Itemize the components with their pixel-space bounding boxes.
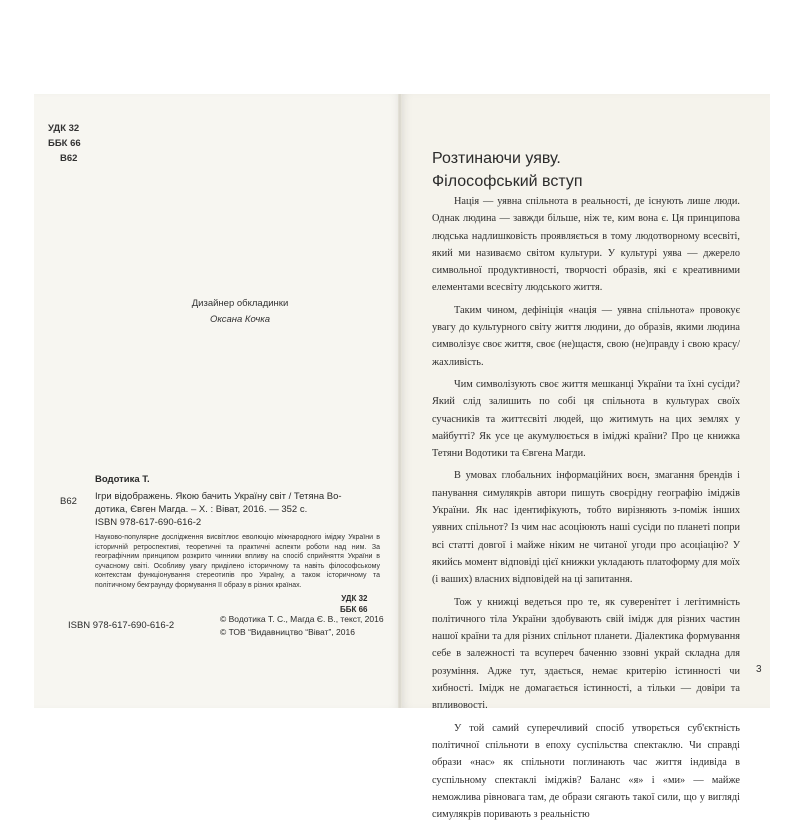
catalog-line-1: Ігри відображень. Якою бачить Україну світ / Тетяна Во- (95, 491, 342, 502)
author-mark: В62 (60, 153, 78, 164)
udk-bottom-code: УДК 32 (341, 594, 368, 603)
paragraph: В умовах глобальних інформаційних воєн, змагання брендів і панування симулякрів автори пишуть своєрідну географію іміджів України. Як нас ідентифікують, тобто вирізняють з-поміж інших уявних спільнот? Із чим нас асоціюють наші сусіди по планеті попри всі статті довгої і майже ніким не читаної угоди про асоціацію? У якийсь момент відповіді цієї книжки укладають платоформу для моїх (і ваших) власних відповідей на ці запитання. (432, 470, 740, 586)
catalog-author: Водотика Т. (95, 474, 150, 485)
bbk-bottom-code: ББК 66 (340, 605, 368, 614)
chapter-title (432, 147, 583, 193)
annotation: Науково-популярне дослідження висвітлює еволюцію міжнародного іміджу України в історичній ретроспективі, теоретичні та практичні аспекти роботи над ним. За географічним принципом розкрито чинники впливу на спосіб сприйняття України в сучасному світі. Особливу увагу приділено історичному та навіть філософському контекстам функціонування стереотипів про Україну, а також історичному та політичному бекграунду формування її образу в різних країнах. (95, 534, 380, 589)
designer-name: Оксана Кочка (209, 314, 271, 325)
paragraph: Тож у книжці ведеться про те, як суверенітет і легітимність політичного тіла України здобувають свій імідж для різних частин нашої країни та для різних спільнот планети. Діалектика формування себе в залежності та всупереч баченню ззовні украй складна для розуміння. Адже тут, здається, немає критерію істинності чи хибності. Імідж не домагається істинності, а тільки — довіри та впливовості. (432, 596, 740, 712)
book-gutter (398, 94, 402, 708)
chapter-body (432, 193, 740, 828)
paragraph: У той самий суперечливий спосіб утворється суб'єктність політичної спільноти в епоху суспільства спектаклю. Чи справді образи «нас» як спільноти поглинають час життя індивіда в суспільному спектаклі іміджів? Баланс «я» і «ми» — майже неможлива рівновага там, де образи сягають такої сили, що у вигляді симулякрів поривають з реальністю (432, 722, 740, 821)
udk-block (48, 121, 81, 166)
copyright-authors: © Водотика Т. С., Магда Є. В., текст, 2016 (220, 614, 384, 624)
chapter-title-line-2: Філософський вступ (432, 173, 583, 190)
catalog-isbn: ISBN 978-617-690-616-2 (95, 517, 202, 528)
catalog-entry (95, 490, 380, 529)
catalog-author-mark: В62 (60, 496, 77, 507)
bbk-code: ББК 66 (48, 138, 81, 149)
cover-designer (150, 296, 330, 328)
udk-code: УДК 32 (48, 123, 80, 134)
udk-bottom (340, 593, 368, 615)
paragraph: Чим символізують своє життя мешканці України та їхні сусіди? Який слід залишить по собі ця спільнота в культурах своїх сучасників та життєсвіті людей, що житимуть на цих землях у майбутті? Як усе це акумулюється в іміджі країни? Про це книжка Тетяни Водотики та Євгена Магди. (432, 378, 740, 460)
copyright-block (220, 613, 384, 639)
copyright-publisher: © ТОВ “Видавництво “Віват”, 2016 (220, 627, 355, 637)
paragraph: Таким чином, дефініція «нація — уявна спільнота» провокує увагу до культурного світу життя людини, до образів, якими людина символізує своє життя, своє (не)щастя, свою (не)правду і свою красу/жахливість. (432, 304, 740, 368)
catalog-line-2: дотика, Євген Магда. – Х. : Віват, 2016. — 352 с. (95, 504, 308, 515)
designer-label: Дизайнер обкладинки (191, 298, 289, 309)
page-number: 3 (756, 664, 762, 675)
isbn-bottom: ISBN 978-617-690-616-2 (68, 620, 175, 631)
chapter-title-line-1: Розтинаючи уяву. (432, 150, 561, 167)
paragraph: Нація — уявна спільнота в реальності, де існують лише люди. Однак людина — завжди більше, ніж те, ким вона є. Ця принципова людська надлишковість проявляється в тому людотворному всесвіті, який ми називаємо світом культури. У культурі уява — джерело символьної продуктивності, творчості образів, які є креативними елементами всесвіту людського життя. (432, 196, 740, 294)
